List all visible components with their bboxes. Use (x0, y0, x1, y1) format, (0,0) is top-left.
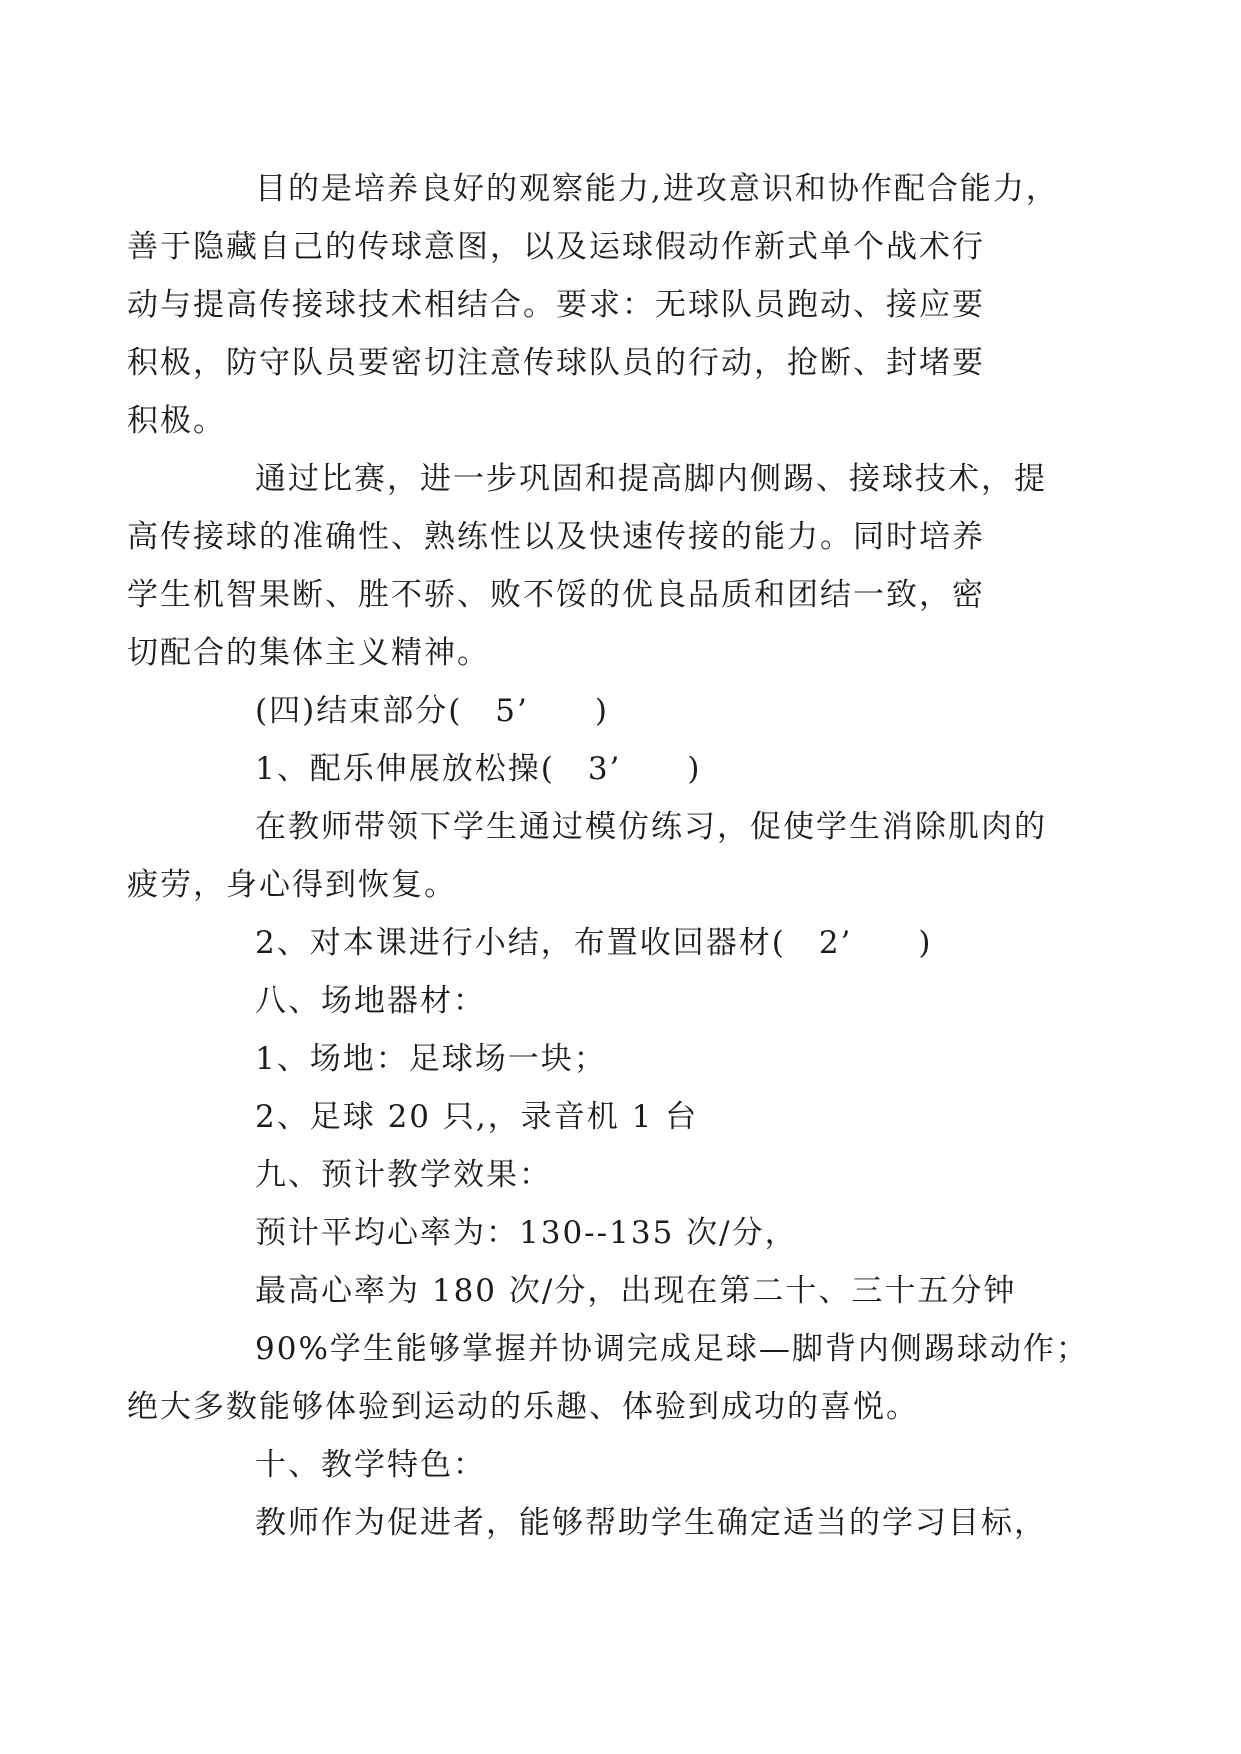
paragraph-mastery (127, 1320, 1091, 1436)
item-equipment (191, 1088, 1091, 1146)
text-line: 2、足球 20 只,，录音机 1 台 (255, 1099, 699, 1135)
text-line: 学生机智果断、胜不骄、败不馁的优良品质和团结一致，密 (127, 577, 985, 613)
text-line: 疲劳，身心得到恢复。 (127, 867, 457, 903)
item-stretch-relax (191, 740, 1091, 798)
heading-ending-part (191, 682, 1091, 740)
text-line: 高传接球的准确性、熟练性以及快速传接的能力。同时培养 (127, 519, 985, 555)
text-line: 积极，防守队员要密切注意传球队员的行动，抢断、封堵要 (127, 345, 985, 381)
heading-venue-equipment (191, 972, 1091, 1030)
text-line: 切配合的集体主义精神。 (127, 635, 490, 671)
text-line: (四)结束部分( 5’ ) (255, 693, 609, 729)
text-line: 2、对本课进行小结，布置收回器材( 2’ ) (255, 925, 933, 961)
text-line: 动与提高传接球技术相结合。要求：无球队员跑动、接应要 (127, 287, 985, 323)
paragraph-teacher-role (191, 1494, 1091, 1552)
item-venue (191, 1030, 1091, 1088)
item-average-heart-rate (191, 1204, 1091, 1262)
text-line: 目的是培养良好的观察能力,进攻意识和协作配合能力， (255, 171, 1059, 207)
text-line: 绝大多数能够体验到运动的乐趣、体验到成功的喜悦。 (127, 1389, 919, 1425)
text-line: 教师作为促进者，能够帮助学生确定适当的学习目标， (255, 1505, 1047, 1541)
text-line: 1、配乐伸展放松操( 3’ ) (255, 751, 702, 787)
text-line: 十、教学特色： (255, 1447, 486, 1483)
text-line: 积极。 (127, 403, 226, 439)
paragraph-stretch-description (127, 798, 1091, 914)
heading-expected-effect (191, 1146, 1091, 1204)
document-body (127, 160, 1091, 1552)
heading-teaching-features (191, 1436, 1091, 1494)
text-line: 通过比赛，进一步巩固和提高脚内侧踢、接球技术，提 (255, 461, 1047, 497)
text-line: 八、场地器材： (255, 983, 486, 1019)
item-max-heart-rate (191, 1262, 1091, 1320)
text-line: 九、预计教学效果： (255, 1157, 552, 1193)
text-line: 90%学生能够掌握并协调完成足球—脚背内侧踢球动作； (255, 1331, 1089, 1367)
text-line: 善于隐藏自己的传球意图，以及运球假动作新式单个战术行 (127, 229, 985, 265)
text-line: 预计平均心率为：130--135 次/分， (255, 1215, 798, 1251)
item-summary (191, 914, 1091, 972)
paragraph-offense-purpose (127, 160, 1091, 450)
text-line: 最高心率为 180 次/分，出现在第二十、三十五分钟 (255, 1273, 1017, 1309)
paragraph-match-purpose (127, 450, 1091, 682)
text-line: 在教师带领下学生通过模仿练习，促使学生消除肌肉的 (255, 809, 1047, 845)
text-line: 1、场地：足球场一块； (255, 1041, 607, 1077)
